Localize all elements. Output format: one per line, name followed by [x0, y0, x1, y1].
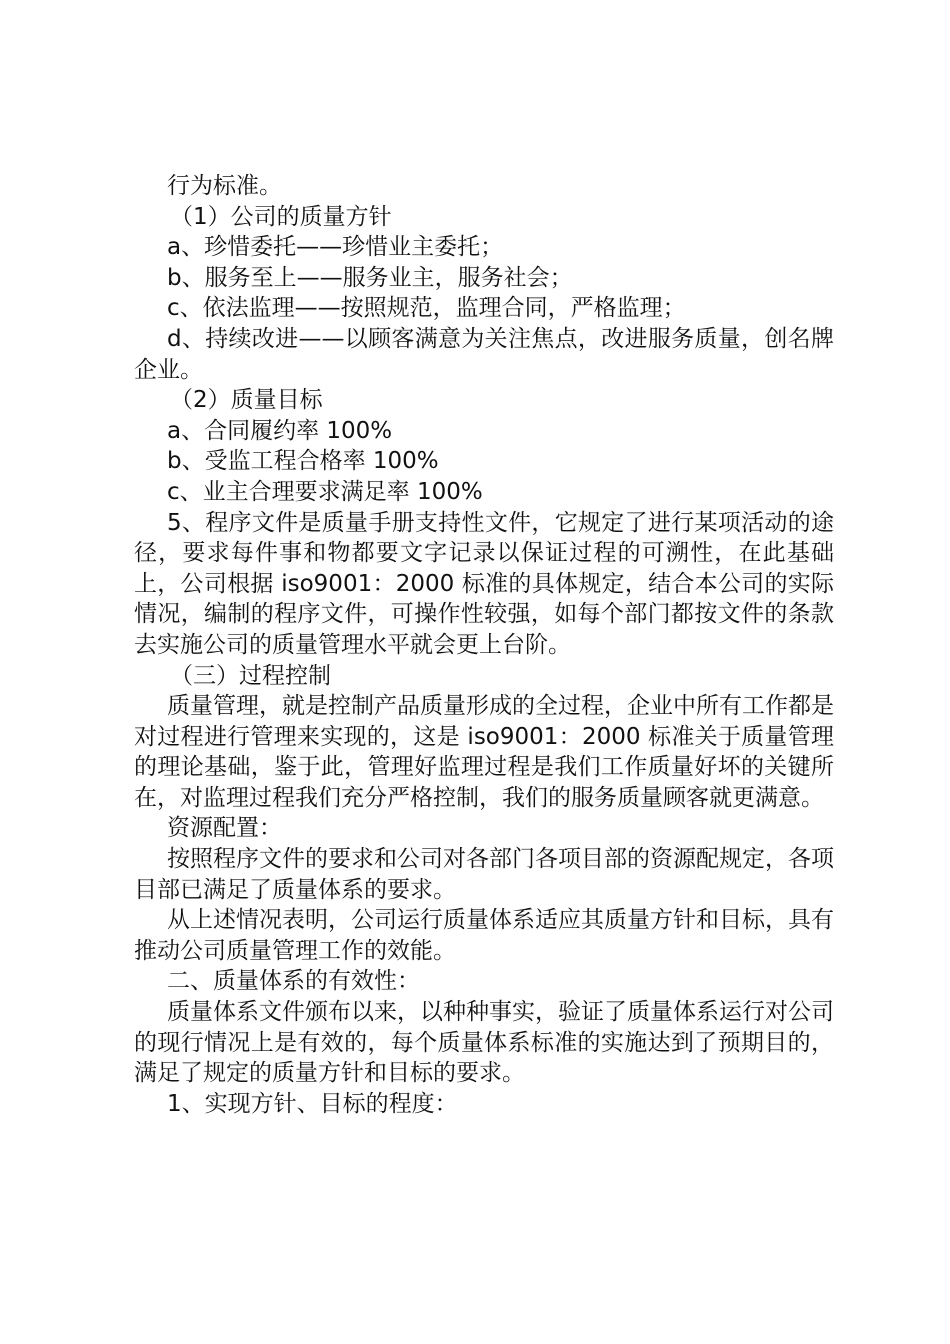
- paragraph-procedure-docs: 5、程序文件是质量手册支持性文件，它规定了进行某项活动的途径，要求每件事和物都要文字记录以保证过程的可溯性，在此基础上，公司根据 iso9001：2000 标准的具体规定，结合本公司的实际情况，编制的程序文件，可操作性较强，如每个部门都按文件的条款去实施公司的质量管理水平就会更上台阶。: [134, 509, 834, 658]
- list-item-goal-a: a、合同履约率 100%: [167, 417, 393, 444]
- heading-quality-goals: （2）质量目标: [170, 387, 323, 414]
- paragraph-quality-management: 质量管理，就是控制产品质量形成的全过程，企业中所有工作都是对过程进行管理来实现的，这是 iso9001：2000 标准关于质量管理的理论基础，鉴于此，管理好监理过程是我们工作质量好坏的关键所在，对监理过程我们充分严格控制，我们的服务质量顾客就更满意。: [134, 693, 834, 811]
- heading-quality-policy: （1）公司的质量方针: [170, 203, 392, 230]
- heading-process-control: （三）过程控制: [170, 662, 331, 689]
- paragraph-summary: 从上述情况表明，公司运行质量体系适应其质量方针和目标，具有推动公司质量管理工作的效能。: [134, 907, 834, 964]
- document-body: [134, 171, 834, 1119]
- heading-policy-achievement: 1、实现方针、目标的程度：: [167, 1090, 458, 1117]
- list-item-goal-b: b、受监工程合格率 100%: [167, 448, 439, 475]
- list-item-goal-c: c、业主合理要求满足率 100%: [167, 478, 483, 505]
- label-resource-allocation: 资源配置：: [167, 815, 282, 842]
- paragraph-system-effectiveness: 质量体系文件颁布以来，以种种事实，验证了质量体系运行对公司的现行情况上是有效的，每个质量体系标准的实施达到了预期目的，满足了规定的质量方针和目标的要求。: [134, 999, 834, 1087]
- paragraph-standard: 行为标准。: [167, 173, 282, 199]
- list-item-policy-a: a、珍惜委托——珍惜业主委托；: [167, 234, 504, 261]
- list-item-policy-b: b、服务至上——服务业主，服务社会；: [167, 264, 573, 291]
- paragraph-resource-allocation: 按照程序文件的要求和公司对各部门各项目部的资源配规定，各项目部已满足了质量体系的要求。: [134, 846, 834, 903]
- heading-system-effectiveness: 二、质量体系的有效性：: [167, 968, 420, 995]
- list-item-policy-c: c、依法监理——按照规范，监理合同，严格监理；: [167, 295, 686, 322]
- list-item-policy-d: d、持续改进——以顾客满意为关注焦点，改进服务质量，创名牌企业。: [134, 325, 834, 383]
